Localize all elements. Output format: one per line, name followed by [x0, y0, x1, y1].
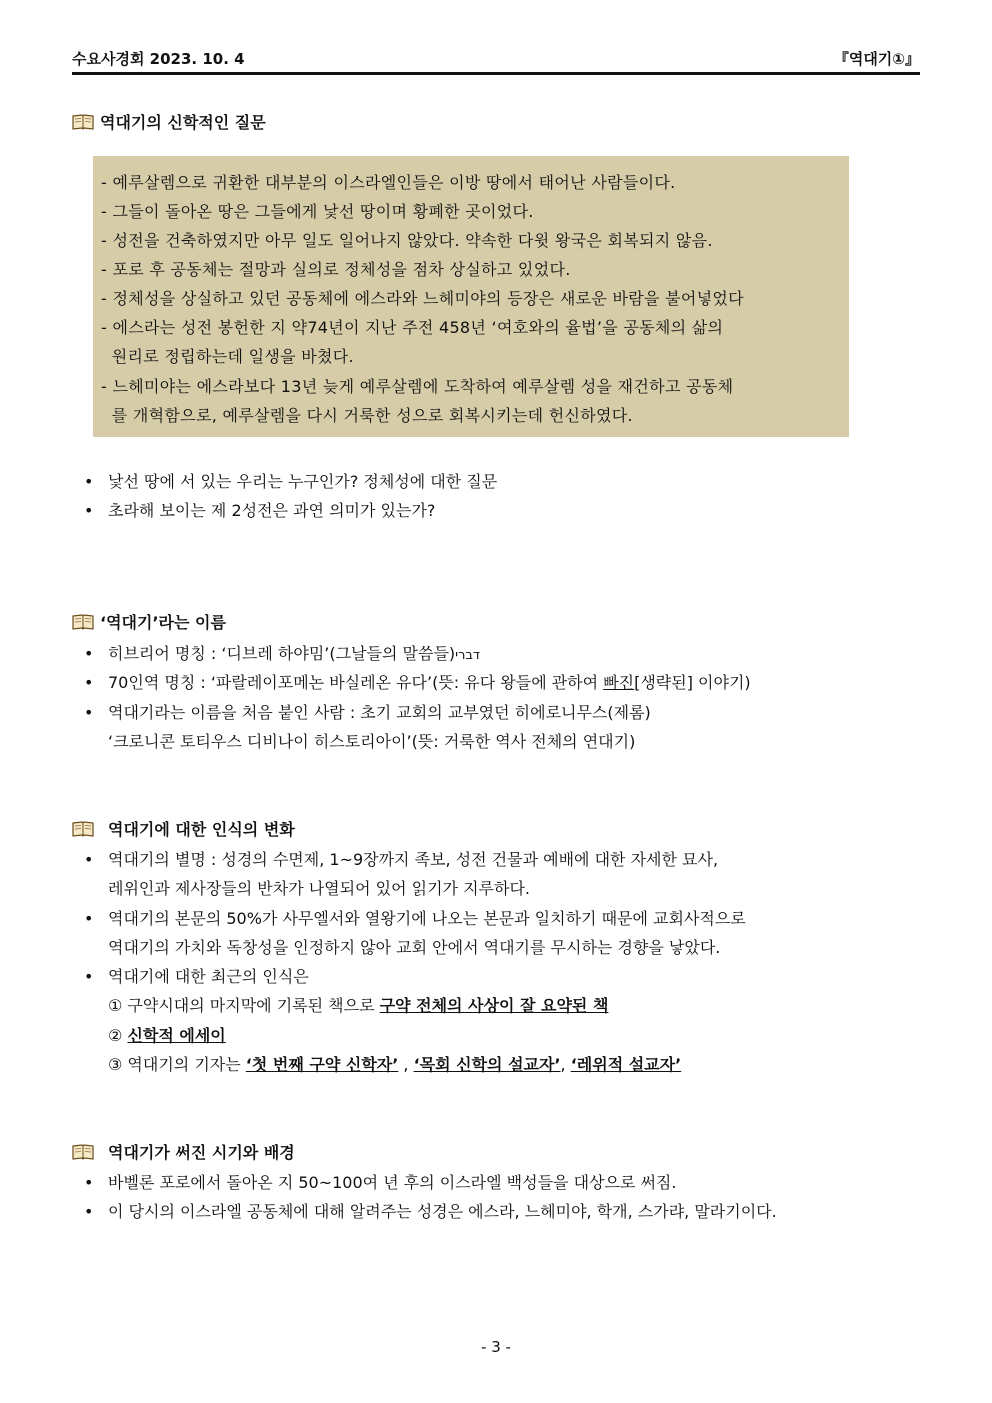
bullet-text: 히브리어 명칭 : ‘디브레 하야밈’(그날들의 말씀들) — [108, 644, 456, 663]
section-title-theological-questions — [72, 110, 266, 133]
bullet-text: 바벨론 포로에서 돌아온 지 50~100여 년 후의 이스라엘 백성들을 대상으로 써짐. — [108, 1173, 677, 1192]
underlined-text: 빠진 — [603, 673, 635, 692]
bullet-item: • 초라해 보이는 제 2성전은 과연 의미가 있는가? — [84, 501, 436, 520]
numbered-item — [108, 993, 608, 1016]
bullet-item: • 이 당시의 이스라엘 공동체에 대해 알려주는 성경은 에스라, 느헤미야, 학개, 스가랴, 말라기이다. — [84, 1202, 777, 1221]
box-line: - 에스라는 성전 봉헌한 지 약74년이 지난 주전 458년 ‘여호와의 율법’을 공동체의 삶의 — [101, 318, 724, 337]
section-title-text: 역대기가 써진 시기와 배경 — [108, 1143, 295, 1162]
page-number: - 3 - — [481, 1338, 511, 1356]
bullet-text: [생략된] 이야기) — [634, 673, 751, 692]
section-title-name — [72, 610, 226, 633]
numbered-item — [108, 1023, 226, 1046]
box-line: 원리로 정립하는데 일생을 바쳤다. — [101, 347, 354, 366]
header-title: 『역대기①』 — [833, 50, 920, 68]
underlined-text: ‘첫 번째 구약 신학자’ — [245, 1055, 399, 1074]
bullet-item: • 역대기라는 이름을 처음 붙인 사람 : 초기 교회의 교부였던 히에로니무스(제롬) — [84, 703, 651, 722]
bullet-text: 역대기의 별명 : 성경의 수면제, 1~9장까지 족보, 성전 건물과 예배에 대한 자세한 묘사, — [108, 850, 719, 869]
section-title-perception — [72, 817, 295, 840]
book-icon — [72, 613, 94, 631]
bullet-continuation: 역대기의 가치와 독창성을 인정하지 않아 교회 안에서 역대기를 무시하는 경향을 낳았다. — [108, 938, 721, 957]
bullet-text: 역대기라는 이름을 처음 붙인 사람 : 초기 교회의 교부였던 히에로니무스(제롬) — [108, 703, 651, 722]
bullet-item: • 낯선 땅에 서 있는 우리는 누구인가? 정체성에 대한 질문 — [84, 472, 498, 491]
hebrew-text: דברי — [455, 648, 481, 663]
bullet-text: 낯선 땅에 서 있는 우리는 누구인가? 정체성에 대한 질문 — [108, 472, 498, 491]
summary-box — [93, 156, 849, 437]
page-header — [72, 42, 920, 72]
book-icon — [72, 820, 94, 838]
bullet-text: 역대기의 본문의 50%가 사무엘서와 열왕기에 나오는 본문과 일치하기 때문에 교회사적으로 — [108, 909, 746, 928]
bullet-continuation: 레위인과 제사장들의 반차가 나열되어 있어 읽기가 지루하다. — [108, 879, 531, 898]
underlined-text: ‘레위적 설교자’ — [570, 1055, 682, 1074]
bullet-text: 70인역 명칭 : ‘파랄레이포메논 바실레온 유다’(뜻: 유다 왕들에 관하여 — [108, 673, 604, 692]
header-date: 수요사경회 2023. 10. 4 — [72, 50, 245, 68]
numbered-item — [108, 1052, 681, 1075]
box-line: - 정체성을 상실하고 있던 공동체에 에스라와 느헤미야의 등장은 새로운 바람을 불어넣었다 — [101, 289, 744, 308]
underlined-text: 구약 전체의 사상이 잘 요약된 책 — [379, 996, 609, 1015]
section-title-text: 역대기의 신학적인 질문 — [100, 113, 266, 132]
bullet-text: 초라해 보이는 제 2성전은 과연 의미가 있는가? — [108, 501, 436, 520]
bullet-text: 이 당시의 이스라엘 공동체에 대해 알려주는 성경은 에스라, 느헤미야, 학개, 스가랴, 말라기이다. — [108, 1202, 777, 1221]
box-line: - 성전을 건축하였지만 아무 일도 일어나지 않았다. 약속한 다윗 왕국은 회복되지 않음. — [101, 231, 713, 250]
book-icon — [72, 1143, 94, 1161]
underlined-text: 신학적 에세이 — [127, 1026, 226, 1045]
section-title-text: ‘역대기’라는 이름 — [100, 613, 226, 632]
box-line: - 예루살렘으로 귀환한 대부분의 이스라엘인들은 이방 땅에서 태어난 사람들이다. — [101, 173, 676, 192]
numbered-text: ② — [108, 1026, 128, 1045]
underlined-text: ‘목회 신학의 설교자’ — [413, 1055, 561, 1074]
bullet-item: • 역대기에 대한 최근의 인식은 — [84, 967, 309, 986]
separator: , — [398, 1055, 414, 1074]
numbered-text: ① 구약시대의 마지막에 기록된 책으로 — [108, 996, 380, 1015]
box-line: 를 개혁함으로, 예루살렘을 다시 거룩한 성으로 회복시키는데 헌신하였다. — [101, 406, 633, 425]
section-title-background — [72, 1140, 295, 1163]
book-icon — [72, 113, 94, 131]
box-line: - 포로 후 공동체는 절망과 실의로 정체성을 점차 상실하고 있었다. — [101, 260, 571, 279]
bullet-item: • 70인역 명칭 : ‘파랄레이포메논 바실레온 유다’(뜻: 유다 왕들에 관하여 빠진[생략된] 이야기) — [84, 673, 751, 692]
separator: , — [560, 1055, 571, 1074]
box-line: - 느헤미야는 에스라보다 13년 늦게 예루살렘에 도착하여 예루살렘 성을 재건하고 공동체 — [101, 377, 734, 396]
bullet-item: • 히브리어 명칭 : ‘디브레 하야밈’(그날들의 말씀들)דברי — [84, 644, 481, 663]
bullet-item: • 바벨론 포로에서 돌아온 지 50~100여 년 후의 이스라엘 백성들을 대상으로 써짐. — [84, 1173, 677, 1192]
section-title-text: 역대기에 대한 인식의 변화 — [108, 820, 295, 839]
box-line: - 그들이 돌아온 땅은 그들에게 낯선 땅이며 황폐한 곳이었다. — [101, 202, 534, 221]
bullet-continuation: ‘크로니콘 토티우스 디비나이 히스토리아이’(뜻: 거룩한 역사 전체의 연대기) — [108, 732, 636, 751]
header-rule — [72, 72, 920, 75]
bullet-text: 역대기에 대한 최근의 인식은 — [108, 967, 309, 986]
numbered-text: ③ 역대기의 기자는 — [108, 1055, 246, 1074]
bullet-item: • 역대기의 본문의 50%가 사무엘서와 열왕기에 나오는 본문과 일치하기 때문에 교회사적으로 — [84, 909, 746, 928]
bullet-item: • 역대기의 별명 : 성경의 수면제, 1~9장까지 족보, 성전 건물과 예배에 대한 자세한 묘사, — [84, 850, 719, 869]
